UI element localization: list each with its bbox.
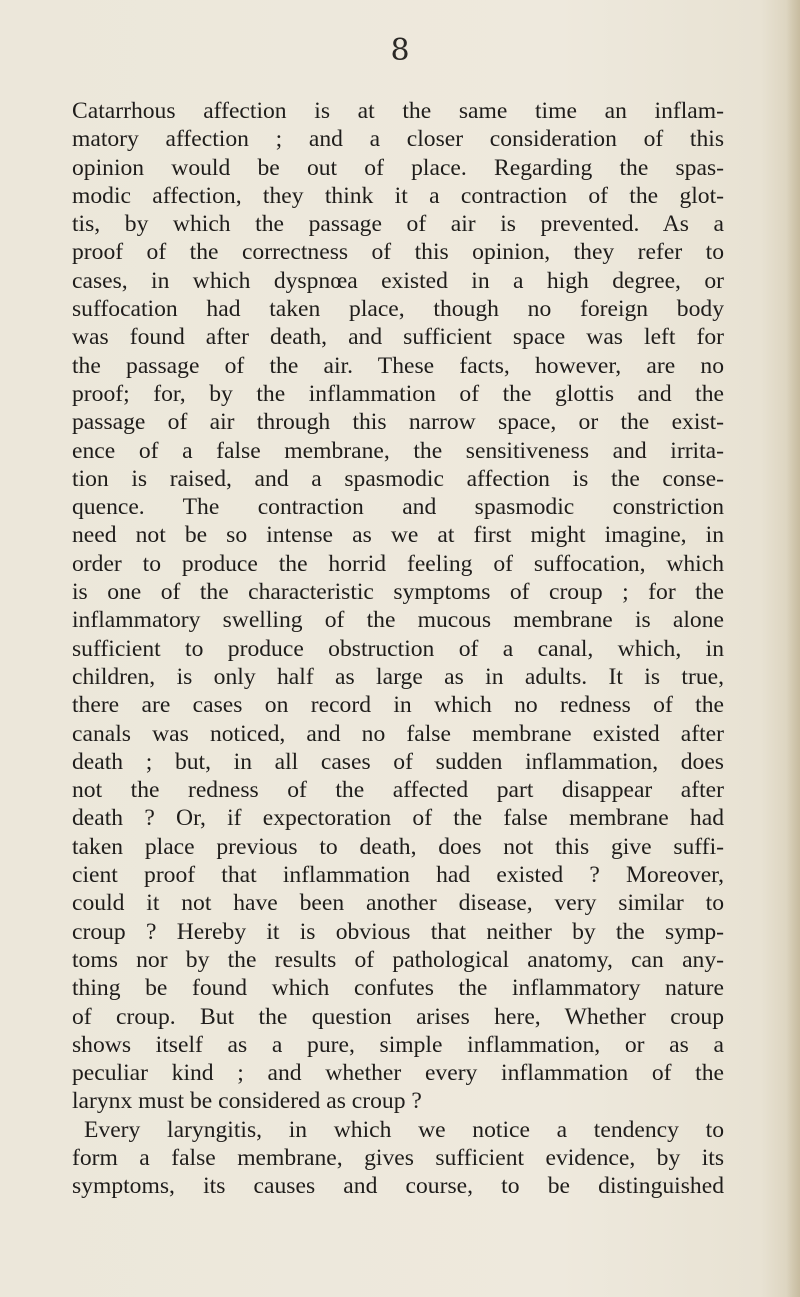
text-line: matory affection ; and a closer consideration of this [72,126,724,153]
text-line: Every laryngitis, in which we notice a tendency to [84,1116,724,1143]
text-line: is one of the characteristic symptoms of croup ; for the [72,579,724,606]
text-line: order to produce the horrid feeling of suffocation, which [72,550,724,577]
text-line: of croup. But the question arises here, Whether croup [72,1003,724,1030]
text-line: toms nor by the results of pathological anatomy, can any- [72,946,724,973]
text-line: taken place previous to death, does not this give suffi- [72,833,724,860]
page-number: 8 [390,33,410,68]
text-line: quence. The contraction and spasmodic constriction [72,494,724,521]
text-line: death ? Or, if expectoration of the false membrane had [72,805,724,832]
body-text [72,97,724,1201]
text-line: tis, by which the passage of air is prevented. As a [72,211,724,238]
text-line: passage of air through this narrow space, or the exist- [72,409,724,436]
text-line: Catarrhous affection is at the same time an inflam- [72,98,724,124]
text-line: not the redness of the affected part disappear after [72,777,724,804]
text-line: was found after death, and sufficient space was left for [72,324,724,351]
text-line: opinion would be out of place. Regarding the spas- [72,154,724,181]
text-line: proof; for, by the inflammation of the glottis and the [72,380,724,407]
text-line: cient proof that inflammation had existed ? Moreover, [72,862,724,889]
text-line: ence of a false membrane, the sensitiveness and irrita- [72,437,724,464]
text-line: tion is raised, and a spasmodic affection is the conse- [72,465,724,492]
text-line: inflammatory swelling of the mucous membrane is alone [72,607,724,634]
text-line: croup ? Hereby it is obvious that neither by the symp- [72,918,724,945]
text-line: children, is only half as large as in adults. It is true, [72,663,724,690]
text-line: modic affection, they think it a contraction of the glot- [72,182,724,209]
text-line: form a false membrane, gives sufficient evidence, by its [72,1144,724,1171]
text-line: proof of the correctness of this opinion, they refer to [72,239,724,266]
page-edge-shadow [786,0,800,1297]
text-line: canals was noticed, and no false membrane existed after [72,720,724,747]
text-line: could it not have been another disease, very similar to [72,890,724,917]
text-line: cases, in which dyspnœa existed in a high degree, or [72,267,724,294]
text-line: symptoms, its causes and course, to be distinguished [72,1173,724,1200]
text-line: there are cases on record in which no redness of the [72,692,724,719]
text-line: shows itself as a pure, simple inflammation, or as a [72,1031,724,1058]
text-line: death ; but, in all cases of sudden inflammation, does [72,748,724,775]
text-line: sufficient to produce obstruction of a canal, which, in [72,635,724,662]
text-line: larynx must be considered as croup ? [72,1088,422,1115]
text-line: need not be so intense as we at first might imagine, in [72,522,724,549]
text-line: suffocation had taken place, though no foreign body [72,296,724,323]
text-line: the passage of the air. These facts, however, are no [72,352,724,379]
text-line: peculiar kind ; and whether every inflammation of the [72,1060,724,1087]
text-line: thing be found which confutes the inflammatory nature [72,975,724,1002]
